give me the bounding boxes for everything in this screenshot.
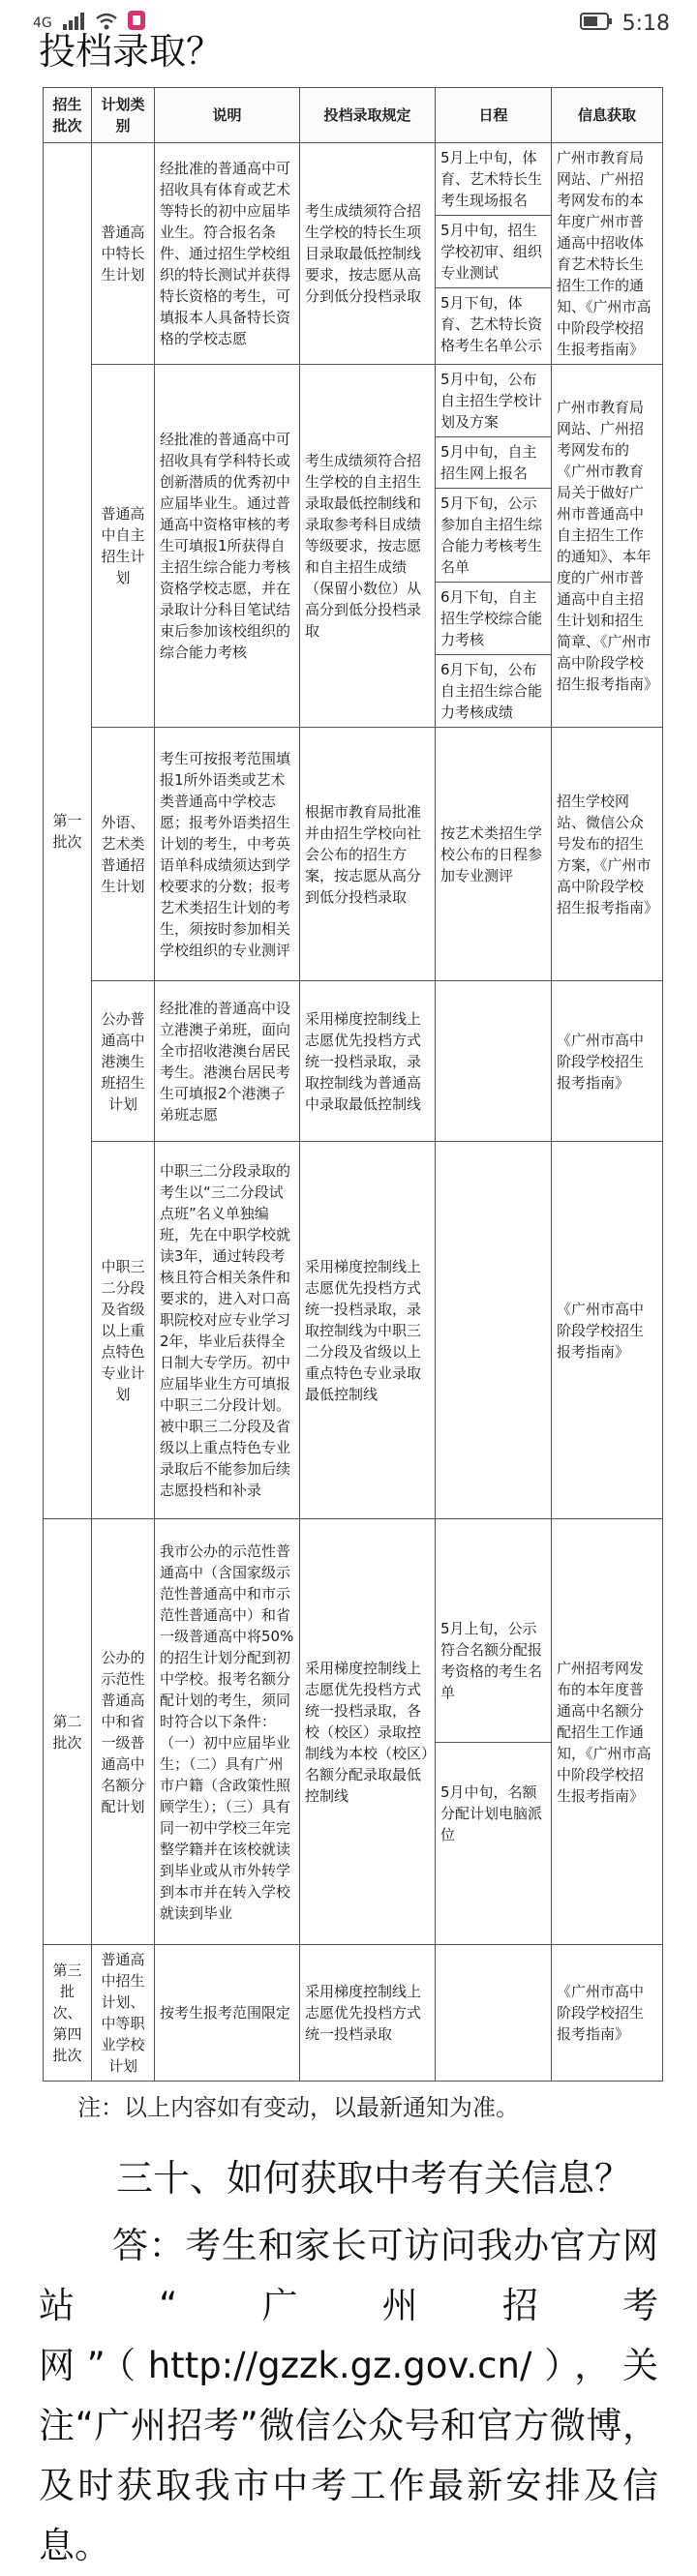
schedule-item: 6月下旬，自主招生学校综合能力考核 — [436, 583, 551, 655]
schedule-cell — [436, 365, 552, 728]
table-row — [44, 143, 663, 365]
rule-cell: 采用梯度控制线上志愿优先投档方式统一投档录取，录取控制线为中职三二分段及省级以上重点特色专业录取最低控制线 — [300, 1142, 436, 1519]
table-note: 注：以上内容如有变动，以最新通知为准。 — [77, 2094, 519, 2121]
schedule-cell — [436, 1945, 552, 2082]
battery-icon — [580, 12, 613, 36]
admission-table — [43, 87, 663, 2082]
category-cell: 公办普通高中港澳生班招生计划 — [92, 981, 155, 1142]
description-cell: 中职三二分段录取的考生以“三二分段试点班”名义单独编班，先在中职学校就读3年，通过转段考核且符合相关条件和要求的，进入对口高职院校对应专业学习2年，毕业后获得全日制大专学历。初中应届毕业生方可填报中职三二分段计划。被中职三二分段及省级以上重点特色专业录取后不能参加后续志愿投档和补录 — [155, 1142, 300, 1519]
description-cell: 我市公办的示范性普通高中（含国家级示范性普通高中和市示范性普通高中）和省一级普通高中将50%的招生计划分配到初中学校。报考名额分配计划的考生，须同时符合以下条件：（一）初中应届毕业生；（二）具有广州市户籍（含政策性照顾学生）；（三）具有同一初中学校三年完整学籍并在该校就读到毕业或从市外转学到本市并在转入学校就读到毕业 — [155, 1519, 300, 1945]
category-cell: 外语、艺术类普通招生计划 — [92, 728, 155, 981]
status-right — [580, 12, 670, 36]
description-cell: 按考生报考范围限定 — [155, 1945, 300, 2082]
table-row — [44, 728, 663, 981]
batch-cell: 第二批次 — [44, 1519, 92, 1945]
admission-table-wrapper — [43, 87, 662, 2082]
rule-cell: 考生成绩须符合招生学校的特长生项目录取最低控制线要求，按志愿从高分到低分投档录取 — [300, 143, 436, 365]
category-cell: 公办的示范性普通高中和省一级普通高中名额分配计划 — [92, 1519, 155, 1945]
rule-cell: 采用梯度控制线上志愿优先投档方式统一投档录取 — [300, 1945, 436, 2082]
schedule-cell — [436, 143, 552, 365]
table-row — [44, 1142, 663, 1519]
schedule-item: 5月中旬，招生学校初审、组织专业测试 — [436, 216, 551, 288]
schedule-item: 5月下旬，体育、艺术特长资格考生名单公示 — [440, 294, 543, 354]
schedule-cell: 按艺术类招生学校公布的日程参加专业测评 — [436, 728, 552, 981]
schedule-cell — [436, 981, 552, 1142]
header-admission-rule: 投档录取规定 — [300, 88, 436, 143]
batch-cell: 第三批次、第四批次 — [44, 1945, 92, 2082]
schedule-item: 6月下旬，公布自主招生综合能力考核成绩 — [440, 661, 543, 721]
table-row — [44, 981, 663, 1142]
description-cell: 经批准的普通高中可招收具有学科特长或创新潜质的优秀初中应届毕业生。通过普通高中资格审核的考生可填报1所获得自主招生综合能力考核资格学校志愿，并在录取计分科目笔试结束后参加该校组织的综合能力考核 — [155, 365, 300, 728]
schedule-item: 5月中旬，自主招生网上报名 — [436, 437, 551, 489]
description-cell: 经批准的普通高中设立港澳子弟班，面向全市招收港澳台居民考生。港澳台居民考生可填报2个港澳子弟班志愿 — [155, 981, 300, 1142]
batch-cell: 第一批次 — [44, 143, 92, 1519]
category-cell: 普通高中特长生计划 — [92, 143, 155, 365]
clock: 5:18 — [621, 11, 670, 36]
schedule-item: 5月下旬，公示参加自主招生综合能力考核考生名单 — [436, 489, 551, 583]
answer-paragraph: 答：考生和家长可访问我办官方网站“广州招考网”（http://gzzk.gz.gov.cn/），关注“广州招考”微信公众号和官方微博，及时获取我市中考工作最新安排及信息。 — [39, 2225, 658, 2566]
page-heading: 投档录取？ — [39, 30, 224, 73]
info-cell: 广州市教育局网站、广州招考网发布的本年度广州市普通高中招收体育艺术特长生招生工作的通知、《广州市高中阶段学校招生报考指南》 — [552, 143, 663, 365]
table-row — [44, 1945, 663, 2082]
info-cell: 广州市教育局网站、广州招考网发布的《广州市教育局关于做好广州市普通高中自主招生工作的通知》、本年度的广州市普通高中自主招生计划和招生简章、《广州市高中阶段学校招生报考指南》 — [552, 365, 663, 728]
schedule-item: 5月中旬，公布自主招生学校计划及方案 — [436, 365, 551, 437]
info-cell: 广州招考网发布的本年度普通高中名额分配招生工作通知，《广州市高中阶段学校招生报考指南》 — [552, 1519, 663, 1945]
schedule-item: 5月中旬，名额分配计划电脑派位 — [440, 1783, 543, 1843]
table-row — [44, 365, 663, 728]
header-description: 说明 — [155, 88, 300, 143]
description-cell: 考生可按报考范围填报1所外语类或艺术类普通高中学校志愿；报考外语类招生计划的考生，中考英语单科成绩须达到学校要求的分数；报考艺术类招生计划的考生，须按时参加相关学校组织的专业测评 — [155, 728, 300, 981]
rule-cell: 采用梯度控制线上志愿优先投档方式统一投档录取，各校（校区）录取控制线为本校（校区）名额分配录取最低控制线 — [300, 1519, 436, 1945]
header-batch: 招生批次 — [44, 88, 92, 143]
category-cell: 中职三二分段及省级以上重点特色专业计划 — [92, 1142, 155, 1519]
schedule-item: 5月上旬，公示符合名额分配报考资格的考生名单 — [436, 1579, 551, 1743]
table-header-row — [44, 88, 663, 143]
schedule-cell — [436, 1142, 552, 1519]
header-plan-category: 计划类别 — [92, 88, 155, 143]
info-cell: 《广州市高中阶段学校招生报考指南》 — [552, 1142, 663, 1519]
info-cell: 《广州市高中阶段学校招生报考指南》 — [552, 981, 663, 1142]
description-cell: 经批准的普通高中可招收具有体育或艺术等特长的初中应届毕业生。符合报名条件、通过招生学校组织的特长测试并获得特长资格的考生，可填报本人具备特长资格的学校志愿 — [155, 143, 300, 365]
rule-cell: 采用梯度控制线上志愿优先投档方式统一投档录取，录取控制线为普通高中录取最低控制线 — [300, 981, 436, 1142]
category-cell: 普通高中自主招生计划 — [92, 365, 155, 728]
section-title: 三十、如何获取中考有关信息？ — [116, 2157, 632, 2200]
schedule-cell — [436, 1519, 552, 1945]
header-schedule: 日程 — [436, 88, 552, 143]
info-cell: 《广州市高中阶段学校招生报考指南》 — [552, 1945, 663, 2082]
category-cell: 普通高中招生计划、中等职业学校计划 — [92, 1945, 155, 2082]
header-info-source: 信息获取 — [552, 88, 663, 143]
rule-cell: 根据市教育局批准并由招生学校向社会公布的招生方案，按志愿从高分到低分投档录取 — [300, 728, 436, 981]
schedule-item: 5月上中旬，体育、艺术特长生考生现场报名 — [436, 143, 551, 216]
info-cell: 招生学校网站、微信公众号发布的招生方案，《广州市高中阶段学校招生报考指南》 — [552, 728, 663, 981]
network-type-label: 4G — [33, 15, 52, 31]
rule-cell: 考生成绩须符合招生学校的自主招生录取最低控制线和录取参考科目成绩等级要求，按志愿和自主招生成绩（保留小数位）从高分到低分投档录取 — [300, 365, 436, 728]
table-row — [44, 1519, 663, 1945]
